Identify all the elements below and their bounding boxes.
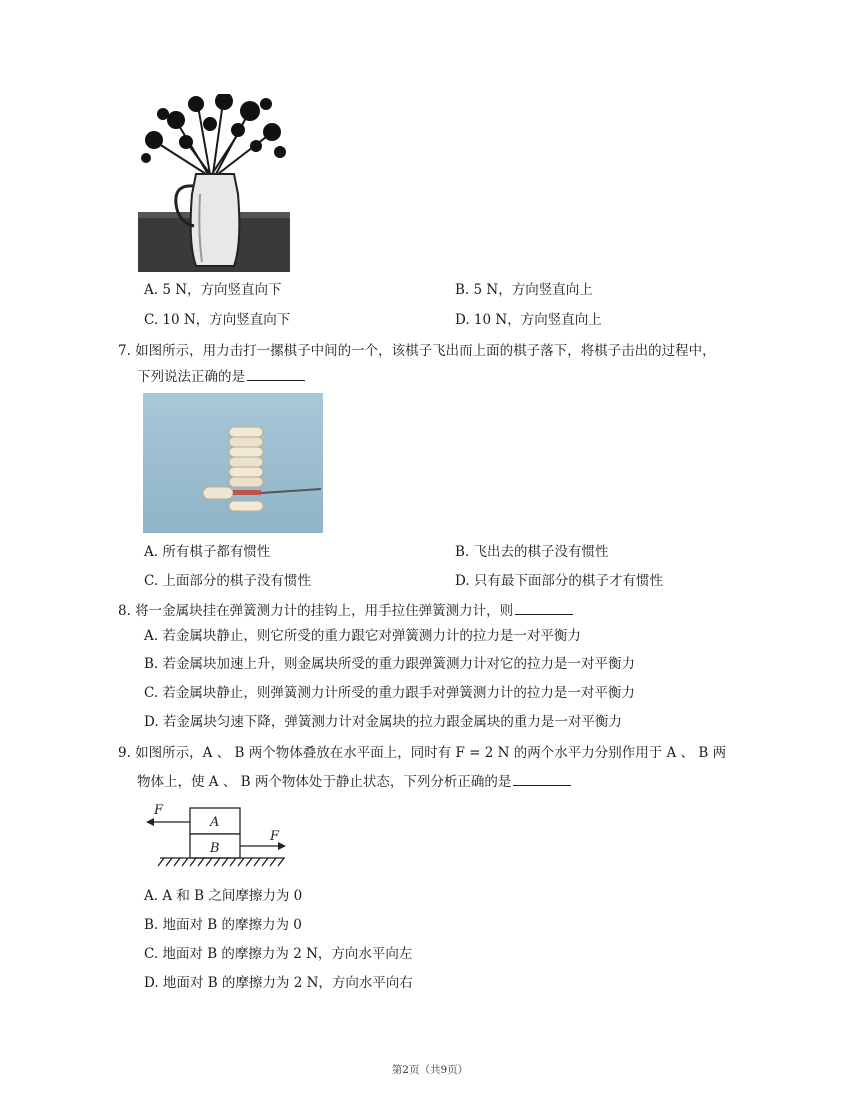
q7-stem-line1: 7. 如图所示，用力击打一摞棋子中间的一个，该棋子飞出而上面的棋子落下，将棋子击出的过程中， — [118, 343, 716, 359]
q7-stem-line2 — [137, 366, 305, 387]
q9-stem-text: 物体上，使 A 、 B 两个物体处于静止状态，下列分析正确的是 — [137, 774, 512, 790]
q7-option-a: A. 所有棋子都有惯性 — [144, 544, 271, 560]
block-a-label: A — [210, 815, 220, 830]
q8-stem-text: 8. 将一金属块挂在弹簧测力计的挂钩上，用手拉住弹簧测力计，则 — [118, 603, 514, 619]
q9-option-d: D. 地面对 B 的摩擦力为 2 N，方向水平向右 — [144, 975, 413, 991]
q9-stem-line2 — [137, 771, 571, 792]
answer-blank — [515, 600, 573, 615]
checker-stack-image — [143, 393, 323, 533]
q8-option-c: C. 若金属块静止，则弹簧测力计所受的重力跟手对弹簧测力计的拉力是一对平衡力 — [144, 685, 635, 701]
page-footer: 第2页（共9页） — [391, 1064, 469, 1076]
answer-blank — [247, 366, 305, 381]
q7-option-b: B. 飞出去的棋子没有惯性 — [455, 544, 609, 560]
q6-option-d: D. 10 N，方向竖直向上 — [455, 312, 602, 328]
q8-stem — [118, 600, 573, 621]
q7-stem-text: 下列说法正确的是 — [137, 369, 245, 385]
q8-option-b: B. 若金属块加速上升，则金属块所受的重力跟弹簧测力计对它的拉力是一对平衡力 — [144, 656, 636, 672]
answer-blank — [513, 771, 571, 786]
q9-option-b: B. 地面对 B 的摩擦力为 0 — [144, 917, 302, 933]
q9-stem-line1: 9. 如图所示，A 、 B 两个物体叠放在水平面上，同时有 F = 2 N 的两个水平力分别作用于 A 、 B 两 — [118, 745, 727, 761]
q6-option-a: A. 5 N，方向竖直向下 — [144, 282, 282, 298]
q8-option-a: A. 若金属块静止，则它所受的重力跟它对弹簧测力计的拉力是一对平衡力 — [144, 628, 581, 644]
vase-flowers-image — [138, 94, 290, 272]
q7-option-c: C. 上面部分的棋子没有惯性 — [144, 573, 311, 589]
force-label-right: F — [270, 829, 280, 844]
q6-option-c: C. 10 N，方向竖直向下 — [144, 312, 291, 328]
q7-option-d: D. 只有最下面部分的棋子才有惯性 — [455, 573, 663, 589]
q9-option-a: A. A 和 B 之间摩擦力为 0 — [144, 888, 303, 904]
block-b-label: B — [210, 841, 220, 856]
force-label-left: F — [154, 803, 164, 818]
blocks-force-diagram — [140, 798, 290, 872]
q6-option-b: B. 5 N，方向竖直向上 — [455, 282, 593, 298]
q9-option-c: C. 地面对 B 的摩擦力为 2 N，方向水平向左 — [144, 946, 413, 962]
q8-option-d: D. 若金属块匀速下降，弹簧测力计对金属块的拉力跟金属块的重力是一对平衡力 — [144, 714, 622, 730]
